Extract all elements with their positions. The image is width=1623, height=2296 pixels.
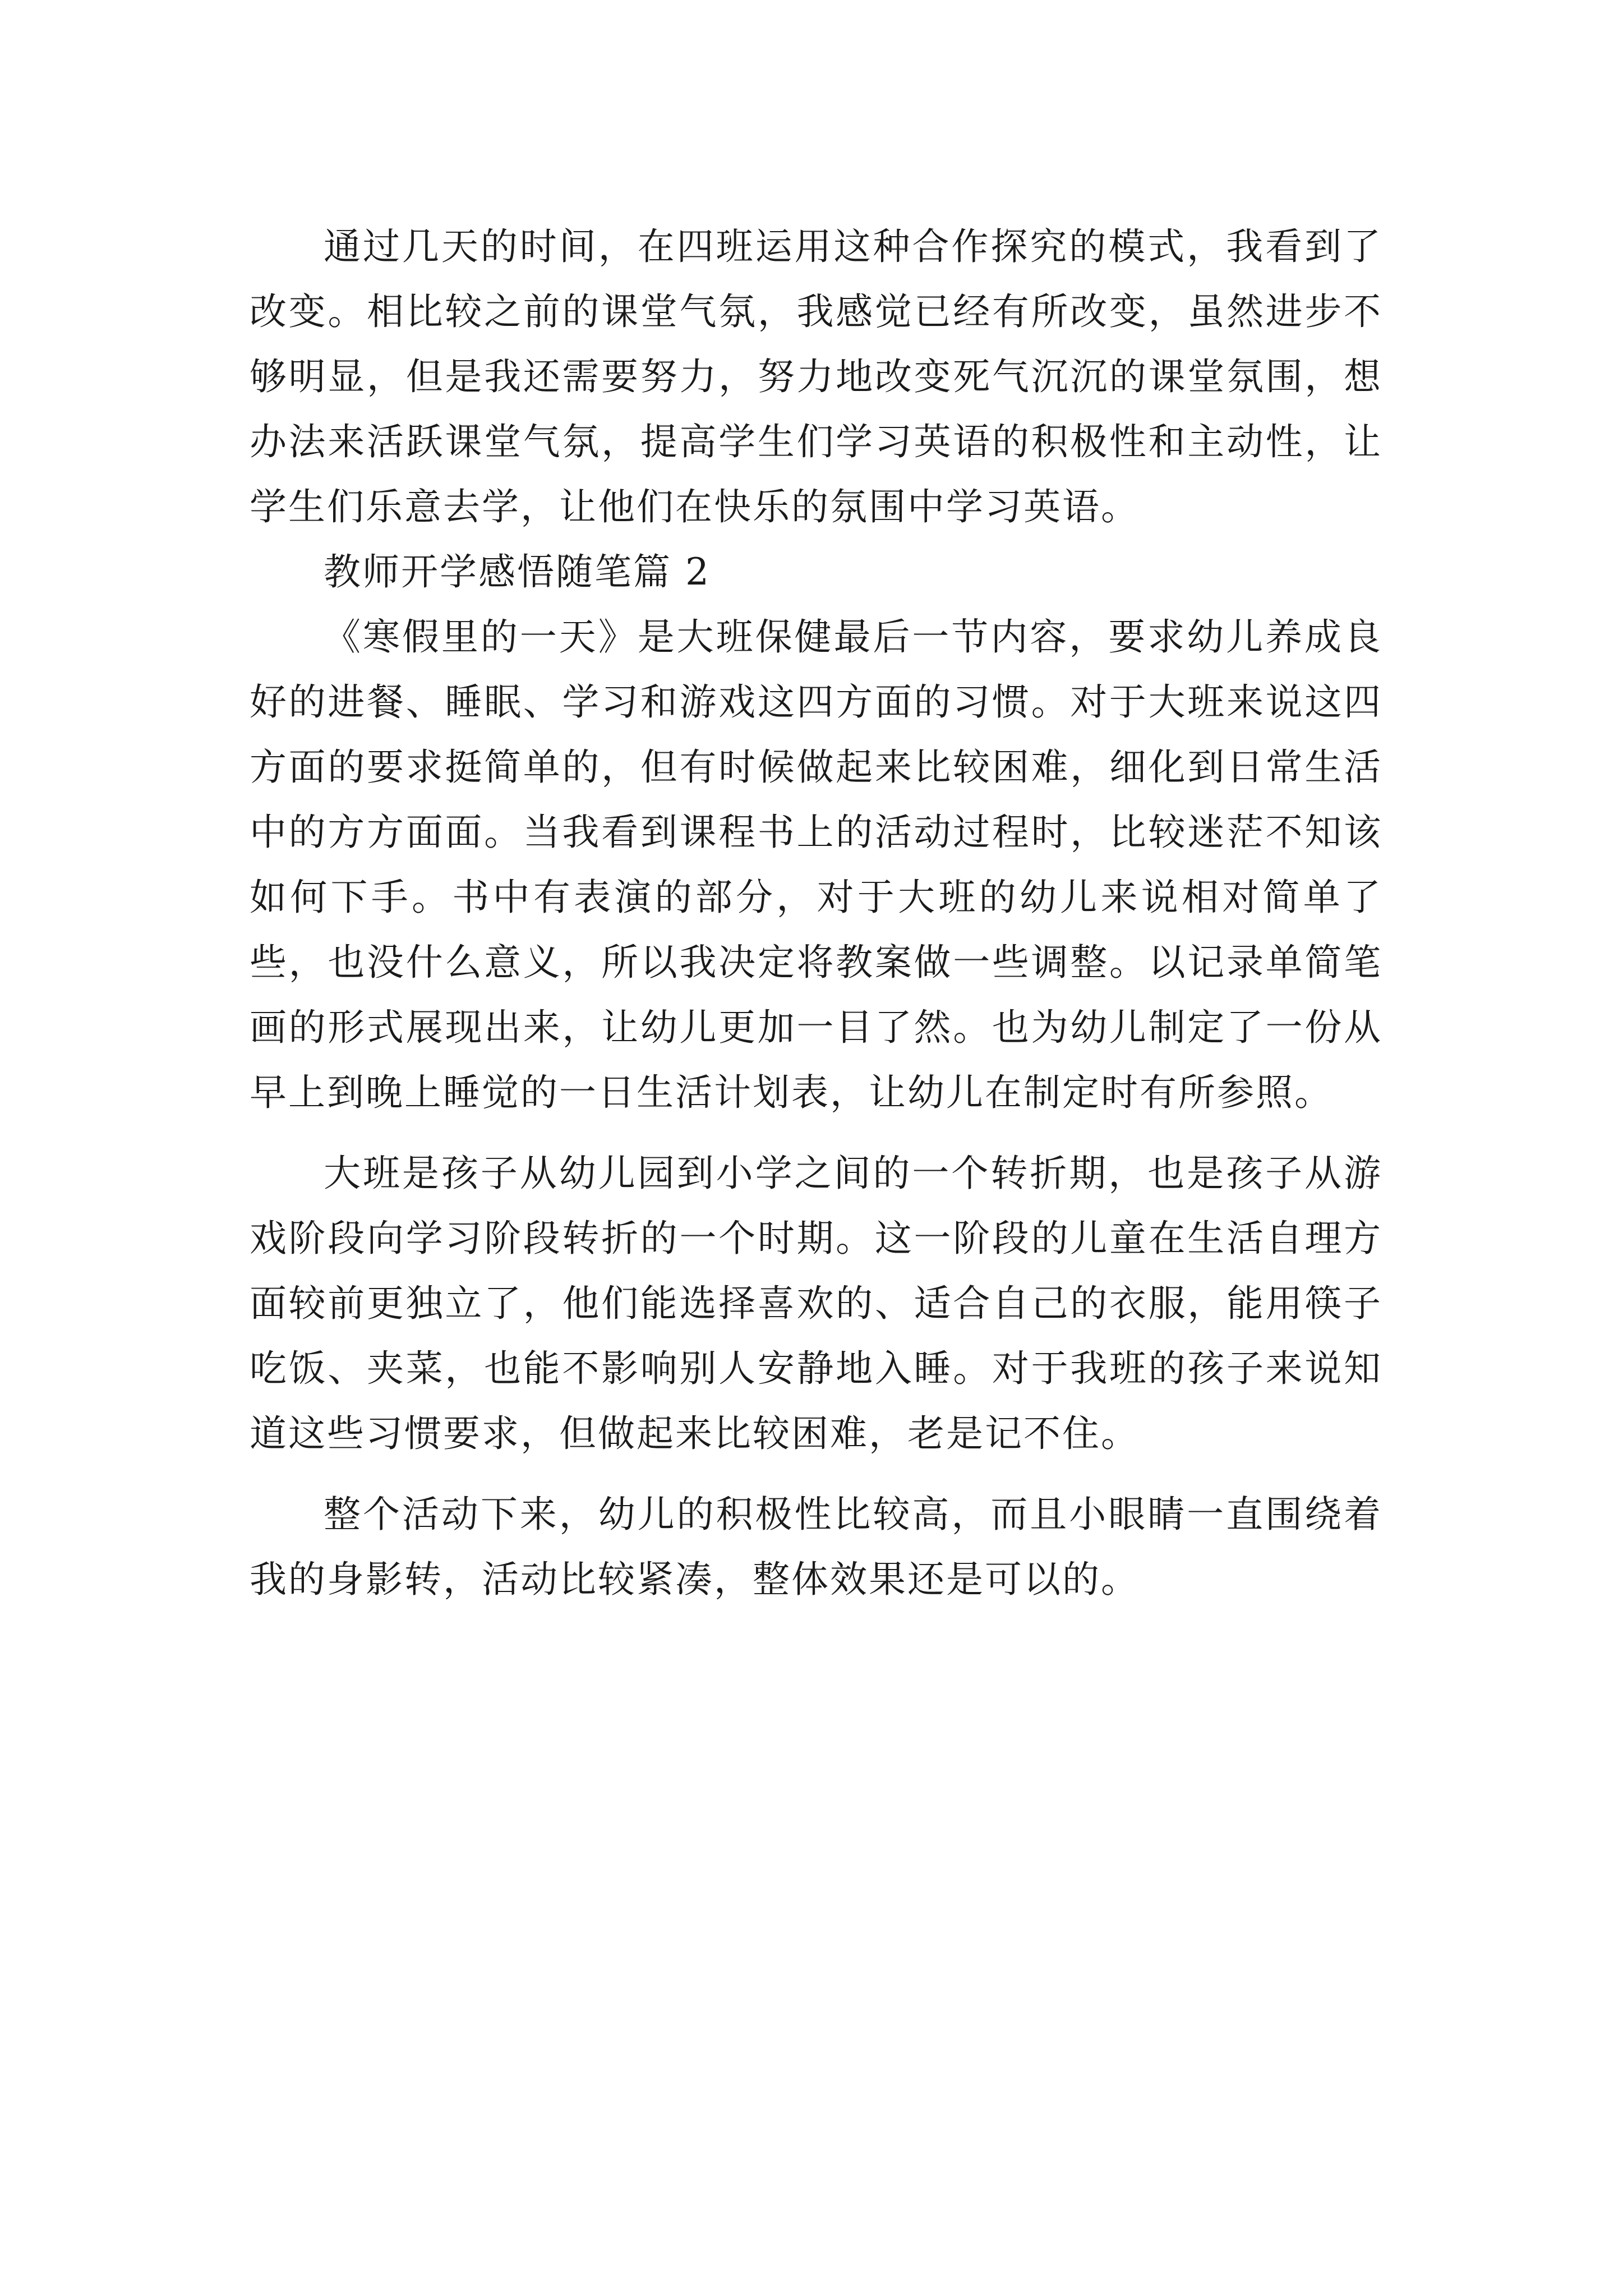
paragraph-3: 大班是孩子从幼儿园到小学之间的一个转折期，也是孩子从游戏阶段向学习阶段转折的一个时期。这一阶段的儿童在生活自理方面较前更独立了，他们能选择喜欢的、适合自己的衣服，能用筷子吃饭、夹菜，也能不影响别人安静地入睡。对于我班的孩子来说知道这些习惯要求，但做起来比较困难，老是记不住。 (250, 1152, 1382, 1455)
paragraph-2: 《寒假里的一天》是大班保健最后一节内容，要求幼儿养成良好的进餐、睡眠、学习和游戏这四方面的习惯。对于大班来说这四方面的要求挺简单的，但有时候做起来比较困难，细化到日常生活中的方方面面。当我看到课程书上的活动过程时，比较迷茫不知该如何下手。书中有表演的部分，对于大班的幼儿来说相对简单了些，也没什么意义，所以我决定将教案做一些调整。以记录单简笔画的形式展现出来，让幼儿更加一目了然。也为幼儿制定了一份从早上到晚上睡觉的一日生活计划表，让幼儿在制定时有所参照。 (250, 615, 1382, 1114)
section-heading: 教师开学感悟随笔篇 2 (324, 550, 711, 593)
paragraph-1: 通过几天的时间，在四班运用这种合作探究的模式，我看到了改变。相比较之前的课堂气氛，我感觉已经有所改变，虽然进步不够明显，但是我还需要努力，努力地改变死气沉沉的课堂氛围，想办法来活跃课堂气氛，提高学生们学习英语的积极性和主动性，让学生们乐意去学，让他们在快乐的氛围中学习英语。 (250, 225, 1382, 528)
paragraph-4: 整个活动下来，幼儿的积极性比较高，而且小眼睛一直围绕着我的身影转，活动比较紧凑，整体效果还是可以的。 (250, 1493, 1382, 1601)
document-body (250, 214, 1382, 1612)
